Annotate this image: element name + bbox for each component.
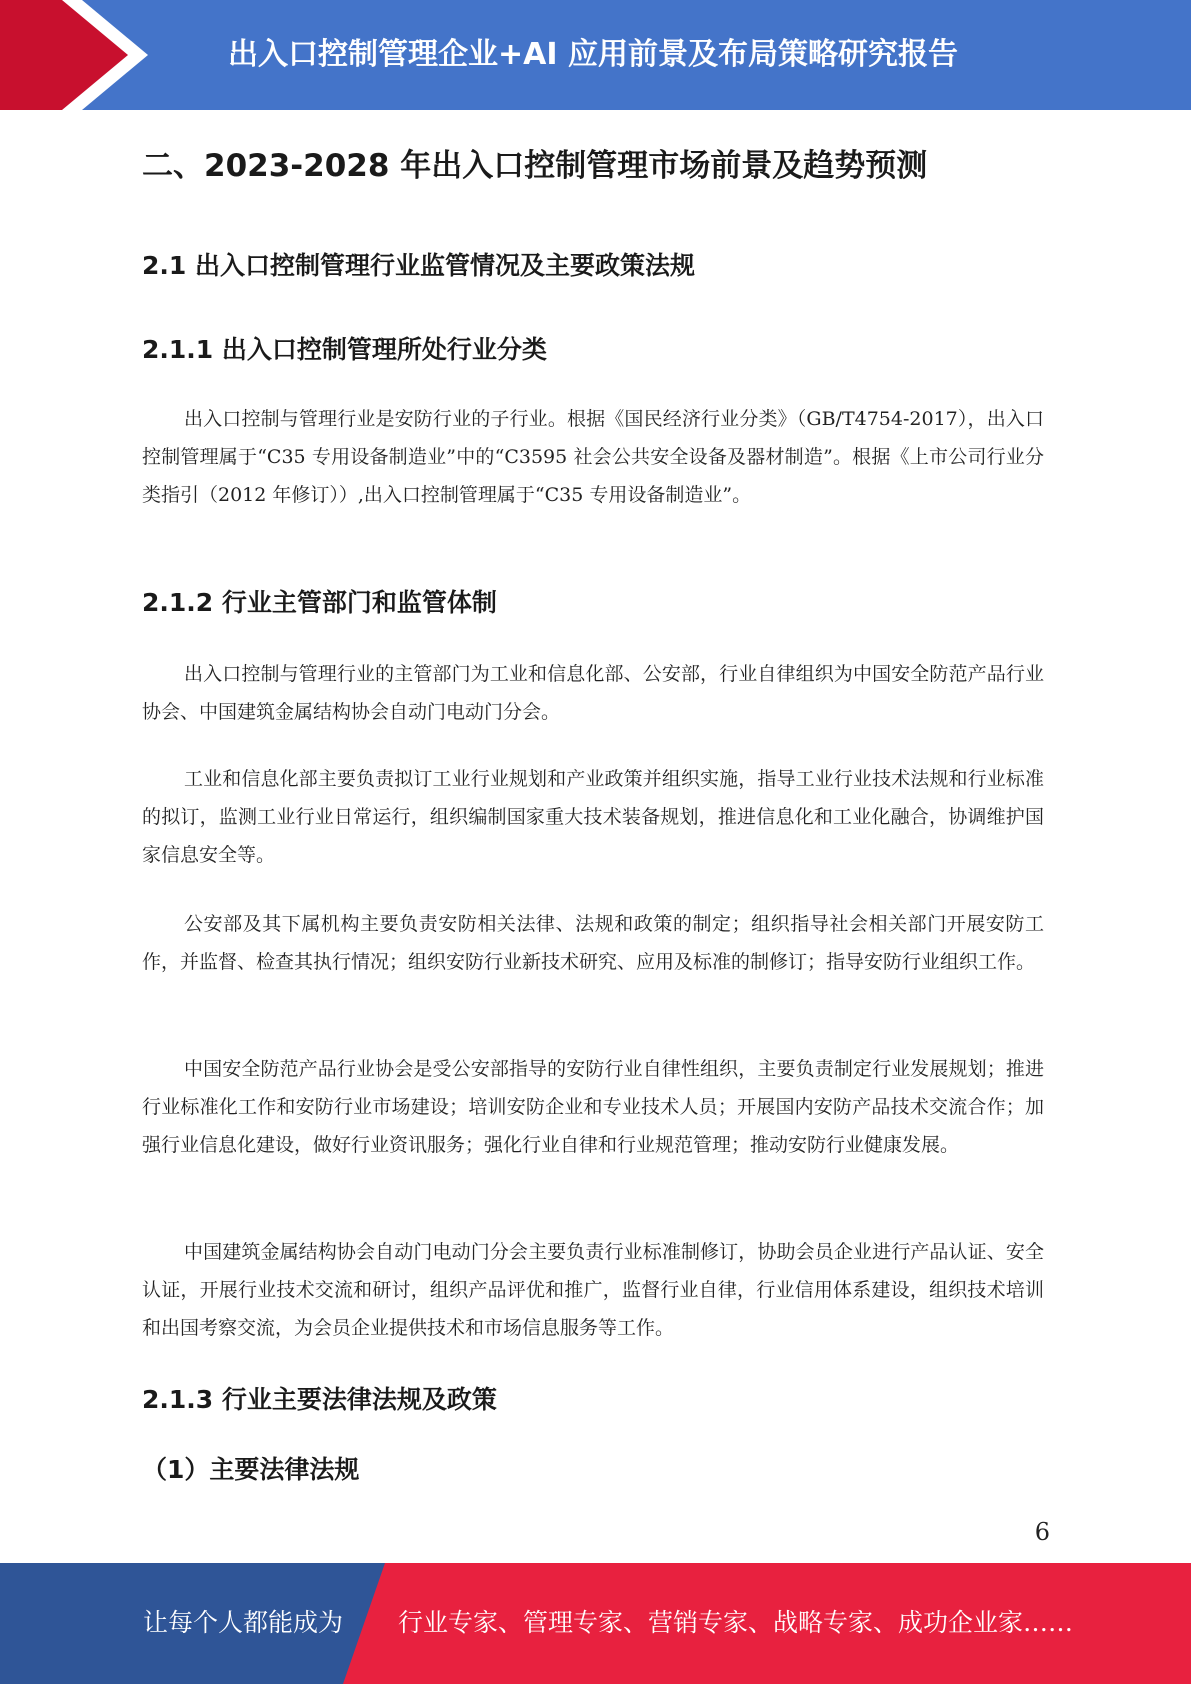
page-footer	[0, 1563, 1191, 1684]
section-heading: 二、2023-2028 年出入口控制管理市场前景及趋势预测	[142, 148, 928, 184]
paragraph-door-branch: 中国建筑金属结构协会自动门电动门分会主要负责行业标准制修订，协助会员企业进行产品认证、安全认证，开展行业技术交流和研讨，组织产品评优和推广，监督行业自律，行业信用体系建设，组织技术培训和出国考察交流，为会员企业提供技术和市场信息服务等工作。	[142, 1241, 1044, 1339]
report-title: 出入口控制管理企业+AI 应用前景及布局策略研究报告	[228, 37, 958, 72]
subsection-heading-2-1-1: 2.1.1 出入口控制管理所处行业分类	[142, 335, 547, 364]
paragraph-industry-classification: 出入口控制与管理行业是安防行业的子行业。根据《国民经济行业分类》（GB/T4754-2017），出入口控制管理属于“C35 专用设备制造业”中的“C3595 社会公共安全设备及器材制造”。根据《上市公司行业分类指引（2012 年修订））,出入口控制管理属于“C35 专用设备制造业”。	[142, 408, 1044, 506]
header-arrow-decoration	[0, 0, 160, 110]
paragraph-mps: 公安部及其下属机构主要负责安防相关法律、法规和政策的制定；组织指导社会相关部门开展安防工作，并监督、检查其执行情况；组织安防行业新技术研究、应用及标准的制修订；指导安防行业组织工作。	[142, 913, 1044, 973]
page-number: 6	[1034, 1518, 1050, 1546]
paragraph-authorities: 出入口控制与管理行业的主管部门为工业和信息化部、公安部，行业自律组织为中国安全防范产品行业协会、中国建筑金属结构协会自动门电动门分会。	[142, 663, 1044, 723]
footer-slogan-left: 让每个人都能成为	[143, 1608, 344, 1637]
subsection-heading-2-1: 2.1 出入口控制管理行业监管情况及主要政策法规	[142, 251, 695, 280]
paragraph-security-association: 中国安全防范产品行业协会是受公安部指导的安防行业自律性组织，主要负责制定行业发展规划；推进行业标准化工作和安防行业市场建设；培训安防企业和专业技术人员；开展国内安防产品技术交流合作；加强行业信息化建设，做好行业资讯服务；强化行业自律和行业规范管理；推动安防行业健康发展。	[142, 1058, 1044, 1156]
page-header	[0, 0, 1191, 110]
list-item-heading-laws: （1）主要法律法规	[142, 1455, 360, 1484]
paragraph-miit: 工业和信息化部主要负责拟订工业行业规划和产业政策并组织实施，指导工业行业技术法规和行业标准的拟订，监测工业行业日常运行，组织编制国家重大技术装备规划，推进信息化和工业化融合，协调维护国家信息安全等。	[142, 768, 1044, 866]
footer-slogan-right: 行业专家、管理专家、营销专家、战略专家、成功企业家……	[398, 1608, 1074, 1637]
subsection-heading-2-1-3: 2.1.3 行业主要法律法规及政策	[142, 1385, 497, 1414]
subsection-heading-2-1-2: 2.1.2 行业主管部门和监管体制	[142, 588, 497, 617]
